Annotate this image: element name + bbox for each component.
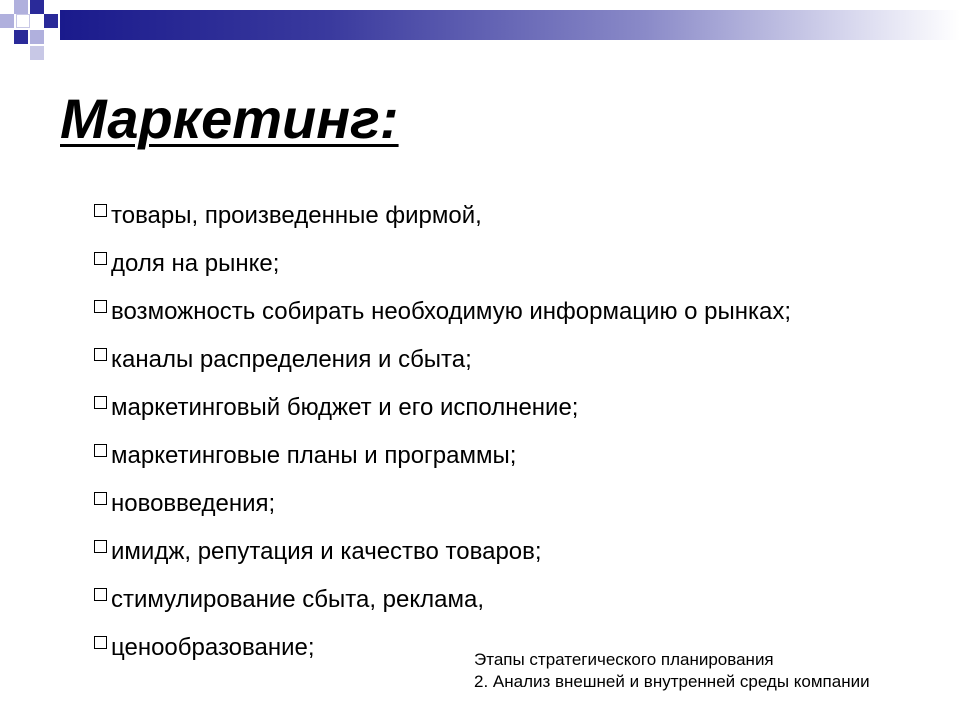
hollow-square-icon xyxy=(94,396,107,409)
list-item xyxy=(94,240,791,288)
list-item-text: маркетинговые планы и программы; xyxy=(111,442,517,469)
list-item xyxy=(94,288,791,336)
deco-square-icon xyxy=(14,0,28,14)
list-item-text: маркетинговый бюджет и его исполнение; xyxy=(111,394,579,421)
hollow-square-icon xyxy=(94,588,107,601)
hollow-square-icon xyxy=(94,204,107,217)
deco-square-icon xyxy=(30,30,44,44)
list-item-text: ценообразование; xyxy=(111,634,315,661)
hollow-square-icon xyxy=(94,348,107,361)
list-item xyxy=(94,480,791,528)
list-item xyxy=(94,336,791,384)
slide-caption xyxy=(474,649,870,693)
hollow-square-icon xyxy=(94,540,107,553)
list-item-text: товары, произведенные фирмой, xyxy=(111,202,482,229)
deco-square-icon xyxy=(44,14,58,28)
list-item-text: возможность собирать необходимую информацию о рынках; xyxy=(111,298,792,325)
list-item-text: доля на рынке; xyxy=(111,250,280,277)
list-item-text: каналы распределения и сбыта; xyxy=(111,346,472,373)
hollow-square-icon xyxy=(94,252,107,265)
list-item xyxy=(94,528,791,576)
hollow-square-icon xyxy=(94,492,107,505)
list-item-text: нововведения; xyxy=(111,490,276,517)
hollow-square-icon xyxy=(94,444,107,457)
list-item-text: имидж, репутация и качество товаров; xyxy=(111,538,542,565)
slide-title: Маркетинг: xyxy=(60,87,399,150)
deco-square-icon xyxy=(30,0,44,14)
deco-square-icon xyxy=(16,14,30,28)
list-item xyxy=(94,192,791,240)
caption-line-2: 2. Анализ внешней и внутренней среды компании xyxy=(474,672,870,691)
caption-line-1: Этапы стратегического планирования xyxy=(474,650,774,669)
hollow-square-icon xyxy=(94,300,107,313)
deco-square-icon xyxy=(0,14,14,28)
list-item xyxy=(94,576,791,624)
hollow-square-icon xyxy=(94,636,107,649)
list-item xyxy=(94,432,791,480)
list-item-text: стимулирование сбыта, реклама, xyxy=(111,586,484,613)
deco-square-icon xyxy=(14,30,28,44)
list-item xyxy=(94,384,791,432)
bullet-list xyxy=(94,192,791,672)
header-gradient-bar xyxy=(60,10,960,40)
deco-square-icon xyxy=(30,46,44,60)
